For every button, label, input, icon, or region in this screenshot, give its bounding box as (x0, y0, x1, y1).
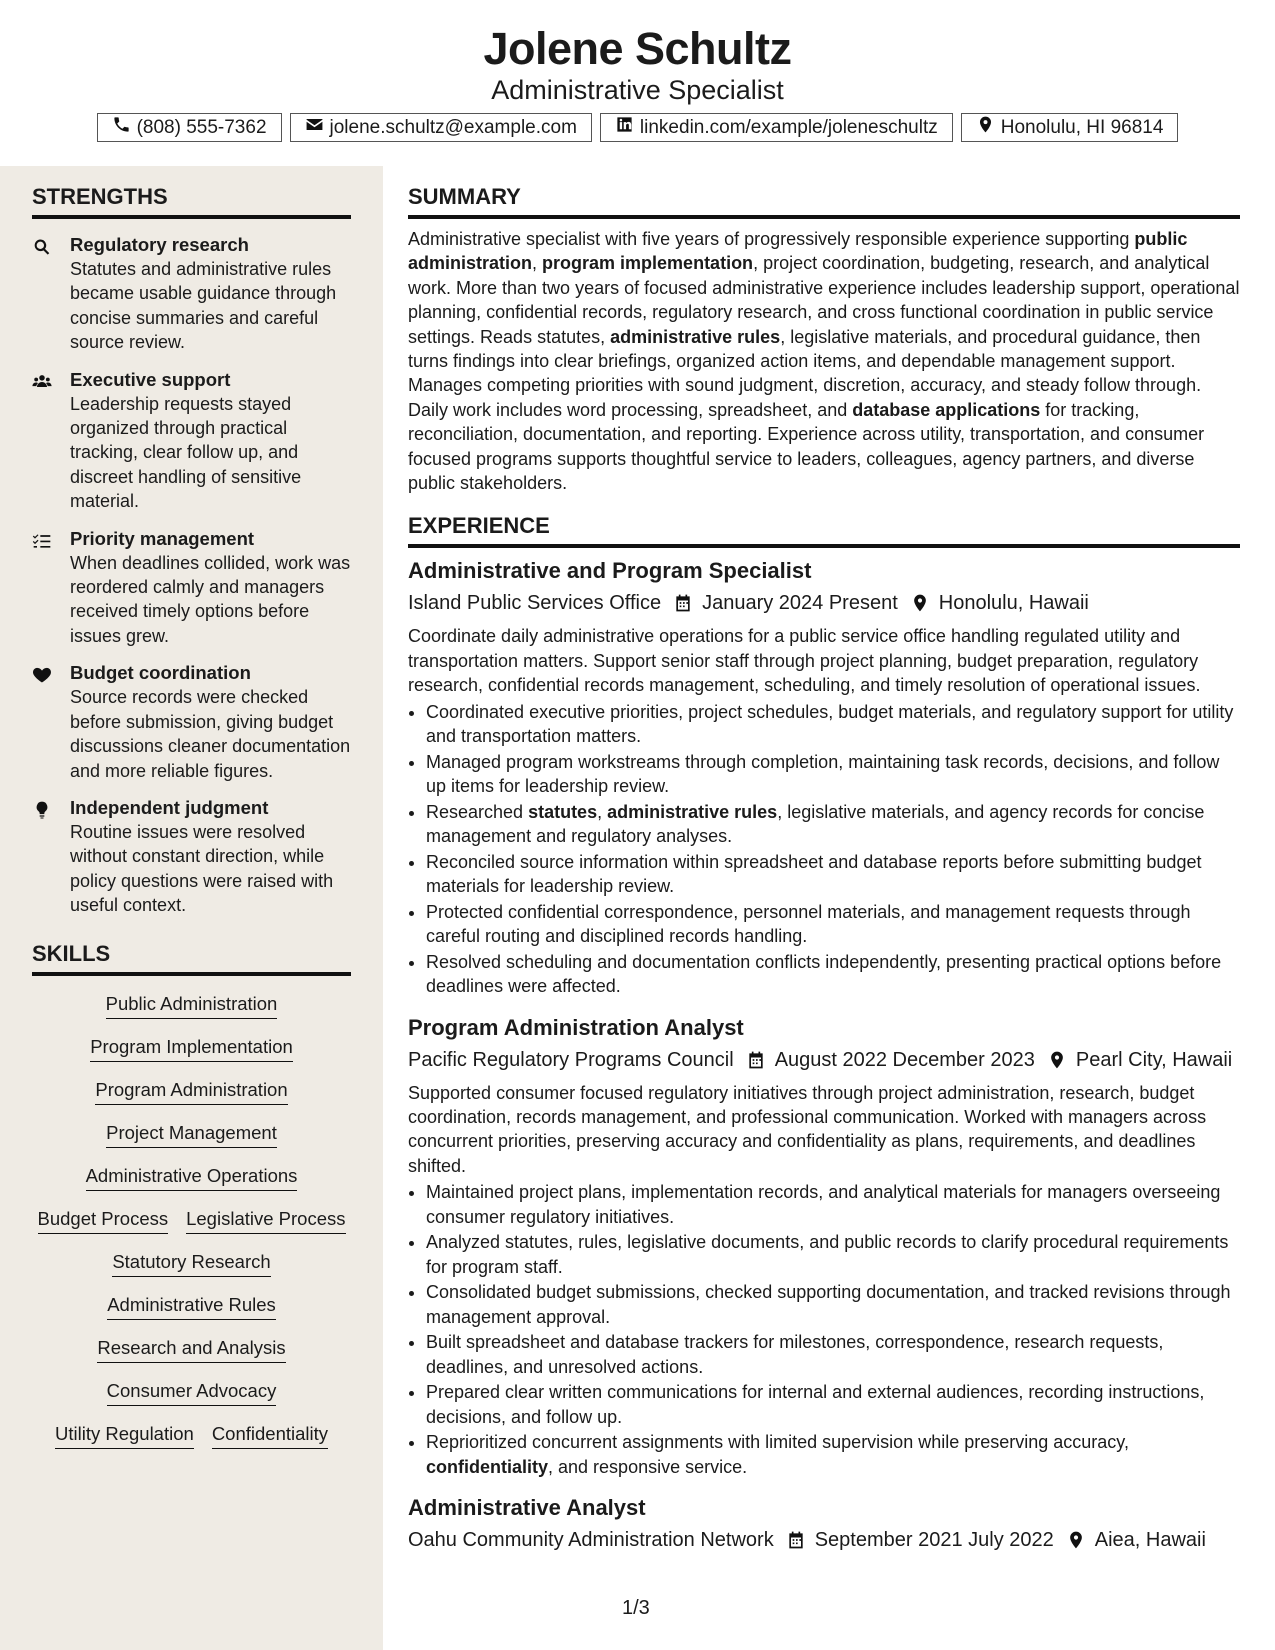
experience-heading: EXPERIENCE (408, 512, 1240, 548)
skill-tag: Utility Regulation (55, 1422, 194, 1449)
linkedin-icon (615, 115, 634, 140)
lightbulb-icon (32, 796, 70, 918)
job-org: Island Public Services Office (408, 592, 662, 615)
job-bullet: • Analyzed statutes, rules, legislative documents, and public records to clarify procedural requirements for program staff. (426, 1230, 1240, 1279)
summary-text: Administrative specialist with five years of progressively responsible experience supporting public administration, program implementation, project coordination, budgeting, research, and analytical work. More than two years of focused administrative experience includes leadership support, operational planning, confidential records, regulatory research, and cross functional coordination in public service settings. Reads statutes, administrative rules, legislative materials, and procedural guidance, then turns findings into clear briefings, organized action items, and dependable management support. Manages competing priorities with sound judgment, discretion, accuracy, and steady follow through. Daily work includes word processing, spreadsheet, and database applications for tracking, reconciliation, documentation, and reporting. Experience across utility, transportation, and consumer focused programs supports thoughtful service to leaders, colleagues, agency partners, and diverse public stakeholders. (408, 229, 1240, 494)
job-dates: August 2022 December 2023 (774, 1048, 1035, 1071)
summary-heading: SUMMARY (408, 183, 1240, 219)
job-dates: September 2021 July 2022 (814, 1528, 1054, 1551)
job-title: Program Administration Analyst (408, 1014, 744, 1040)
job-location: Honolulu, Hawaii (938, 592, 1089, 615)
skill-tag: Administrative Rules (107, 1293, 276, 1320)
calendar-icon (786, 1530, 806, 1550)
skill-tag: Budget Process (38, 1207, 169, 1234)
strength-desc: Source records were checked before submission, giving budget discussions cleaner documentation and more reliable figures. (70, 687, 351, 781)
experience-list (408, 556, 1240, 1554)
checklist-icon (32, 527, 70, 649)
skills-list (32, 992, 351, 1449)
users-icon (32, 368, 70, 514)
job-summary: Supported consumer focused regulatory initiatives through project administration, research, budget coordination, records management, and professional communication. Worked with managers across concurrent priorities, preserving accuracy and confidentiality as plans, requirements, and deadlines shifted. (408, 1082, 1207, 1176)
map-pin-icon (1066, 1530, 1086, 1550)
job-bullet: • Coordinated executive priorities, project schedules, budget materials, and regulatory support for utility and transportation matters. (426, 700, 1240, 749)
contact-linkedin[interactable] (600, 113, 953, 142)
strength-title: Regulatory research (70, 234, 249, 255)
job-meta (408, 1525, 1240, 1555)
contact-bar (0, 113, 1275, 142)
skill-tag: Program Implementation (90, 1035, 293, 1062)
job-summary: Coordinate daily administrative operations for a public service office handling regulated utility and transportation matters. Support senior staff through project planning, budget preparation, regulatory research, confidential records management, scheduling, and timely resolution of operational issues. (408, 626, 1201, 696)
map-pin-icon (910, 593, 930, 613)
strength-title: Executive support (70, 368, 231, 390)
strength-desc: Leadership requests stayed organized through practical tracking, clear follow up, and discreet handling of sensitive material. (70, 393, 302, 512)
job-bullets (408, 700, 1240, 999)
skill-tag: Program Administration (95, 1078, 287, 1105)
skill-tag: Consumer Advocacy (107, 1379, 277, 1406)
job-bullet: • Reconciled source information within spreadsheet and database reports before submitting budget materials for leadership review. (426, 850, 1240, 899)
job-title: Administrative Analyst (408, 1494, 646, 1520)
contact-phone-text: (808) 555-7362 (136, 116, 267, 138)
envelope-icon (305, 115, 324, 140)
resume-header (0, 0, 1275, 166)
contact-linkedin-text: linkedin.com/example/joleneschultz (639, 116, 938, 138)
skill-tag: Research and Analysis (97, 1336, 285, 1363)
calendar-icon (746, 1050, 766, 1070)
main-column (408, 166, 1240, 1606)
magnifier-icon (32, 233, 70, 355)
job-bullet: • Reprioritized concurrent assignments with limited supervision while preserving accuracy, confidentiality, and responsive service. (426, 1430, 1240, 1479)
phone-icon (112, 115, 131, 140)
strengths-heading: STRENGTHS (32, 183, 351, 219)
skill-tag: Project Management (106, 1121, 277, 1148)
job-meta (408, 1045, 1240, 1075)
strength-title: Independent judgment (70, 796, 269, 818)
job-bullet: • Researched statutes, administrative rules, legislative materials, and agency records for concise management and regulatory analyses. (426, 800, 1240, 849)
sidebar (0, 166, 383, 1650)
job-bullet: • Resolved scheduling and documentation conflicts independently, presenting practical options before deadlines were affected. (426, 950, 1240, 999)
job-bullet: • Consolidated budget submissions, checked supporting documentation, and tracked revisions through management approval. (426, 1280, 1240, 1329)
job-bullet: • Built spreadsheet and database trackers for milestones, correspondence, research requests, deadlines, and unresolved actions. (426, 1330, 1240, 1379)
strength-item (32, 233, 357, 355)
contact-location-text: Honolulu, HI 96814 (1000, 116, 1164, 138)
map-pin-icon (976, 115, 995, 140)
job-bullet: • Managed program workstreams through completion, maintaining task records, decisions, and follow up items for leadership review. (426, 750, 1240, 799)
job-entry (408, 1013, 1240, 1479)
job-org: Pacific Regulatory Programs Council (408, 1048, 734, 1071)
contact-location (961, 113, 1179, 142)
skills-heading: SKILLS (32, 940, 351, 976)
job-org: Oahu Community Administration Network (408, 1528, 774, 1551)
job-bullets (408, 1180, 1240, 1479)
strength-item (32, 368, 357, 514)
page-number: 1/3 (622, 1597, 650, 1619)
skill-tag: Statutory Research (112, 1250, 270, 1277)
strength-desc: When deadlines collided, work was reordered calmly and managers received timely options before issues grew. (70, 552, 351, 646)
skill-tag: Confidentiality (212, 1422, 328, 1449)
skill-tag: Administrative Operations (86, 1164, 298, 1191)
skill-tag: Public Administration (106, 992, 278, 1019)
candidate-name: Jolene Schultz (483, 23, 792, 74)
job-entry (408, 1493, 1240, 1555)
contact-email-text: jolene.schultz@example.com (329, 116, 577, 138)
map-pin-icon (1047, 1050, 1067, 1070)
job-bullet: • Protected confidential correspondence, personnel materials, and management requests through careful routing and disciplined records handling. (426, 900, 1240, 949)
job-entry (408, 556, 1240, 998)
strength-item (32, 661, 357, 783)
strength-desc: Routine issues were resolved without constant direction, while policy questions were raised with useful context. (70, 821, 334, 916)
strengths-list (32, 233, 357, 918)
job-location: Pearl City, Hawaii (1075, 1048, 1233, 1071)
contact-email[interactable] (290, 113, 592, 142)
job-meta (408, 588, 1240, 618)
job-bullet: • Prepared clear written communications for internal and external audiences, recording instructions, decisions, and follow up. (426, 1380, 1240, 1429)
contact-phone[interactable] (97, 113, 282, 142)
strength-item (32, 527, 357, 649)
strength-title: Priority management (70, 527, 255, 549)
heart-icon (32, 661, 70, 783)
job-title: Administrative and Program Specialist (408, 558, 812, 584)
job-bullet: • Maintained project plans, implementation records, and analytical materials for managers overseeing consumer regulatory initiatives. (426, 1180, 1240, 1229)
candidate-title: Administrative Specialist (491, 75, 784, 105)
strength-desc: Statutes and administrative rules became usable guidance through concise summaries and careful source review. (70, 259, 337, 353)
strength-title: Budget coordination (70, 662, 251, 684)
calendar-icon (673, 593, 693, 613)
job-location: Aiea, Hawaii (1094, 1528, 1206, 1551)
strength-item (32, 796, 357, 918)
skill-tag: Legislative Process (186, 1207, 345, 1234)
job-dates: January 2024 Present (702, 592, 898, 615)
